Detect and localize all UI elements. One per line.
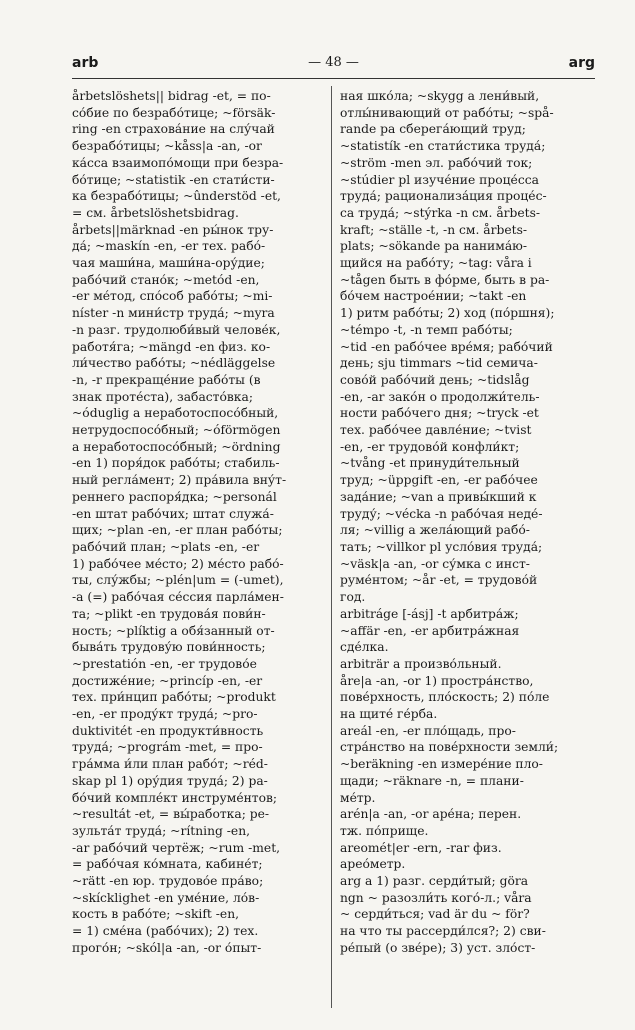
header-left-guide-word: arb: [72, 55, 99, 71]
text-line: ты, слу́жбы; ~plén|um = (-umet),: [72, 573, 284, 588]
text-line: са труда́; ~stýrka -n см. årbets-: [340, 205, 541, 220]
text-line: arg a 1) разг. серди́тый; göra: [340, 874, 529, 889]
text-line: та; ~plikt -en трудова́я пови́н-: [72, 606, 266, 621]
text-line: = 1) сме́на (рабо́чих); 2) тех.: [72, 924, 259, 939]
text-line: ~tvång -et принуди́тельный: [340, 456, 520, 471]
text-line: ~témpo -t, -n темп рабо́ты;: [340, 322, 513, 337]
text-line: щих; ~plan -en, -er план рабо́ты;: [72, 523, 283, 538]
text-line: прого́н; ~skól|a -an, -or о́пыт-: [72, 940, 262, 955]
text-line: -ar рабо́чий чертёж; ~rum -met,: [72, 840, 281, 855]
text-line: работя́га; ~mängd -en физ. ко-: [72, 339, 271, 354]
text-line: ~tid -en рабо́чее вре́мя; рабо́чий: [340, 339, 553, 354]
text-line: ка́сса взаимопо́мощи при безра-: [72, 155, 284, 170]
text-line: рабо́чий план; ~plats -en, -er: [72, 539, 260, 554]
text-line: ли́чество рабо́ты; ~nédläggelse: [72, 356, 276, 371]
text-line: чая маши́на, маши́на-ору́дие;: [72, 256, 265, 271]
text-line: труд; ~üppgift -en, -er рабо́чее: [340, 473, 538, 488]
text-line: ка безрабо́тицы; ~ûnderstöd -et,: [72, 189, 281, 204]
text-line: -en, -er трудово́й конфли́кт;: [340, 439, 520, 454]
text-line: ~rätt -en юр. трудово́е пра́во;: [72, 874, 264, 889]
text-line: щади; ~räknare -n, = плани-: [340, 773, 524, 788]
text-line: ~stúdier pl изуче́ние проце́сса: [340, 172, 539, 187]
text-line: ngn ~ разозли́ть кого́-л.; våra: [340, 890, 532, 905]
text-line: труда́; рационализа́ция проце́с-: [340, 189, 547, 204]
text-line: a неработоспосо́бный; ~ördning: [72, 439, 281, 454]
text-line: areál -en, -er пло́щадь, про-: [340, 723, 516, 738]
text-line: -en штат рабо́чих; штат служа́-: [72, 506, 274, 521]
text-line: ~skícklighet -en уме́ние, ло́в-: [72, 890, 260, 905]
text-line: безрабо́тицы; ~kåss|a -an, -or: [72, 139, 262, 154]
column-divider: [331, 86, 332, 1008]
text-line: rande pa сберега́ющий труд;: [340, 122, 526, 137]
text-line: да́; ~maskín -en, -er тех. рабо́-: [72, 239, 266, 254]
text-line: кость в рабо́те; ~skift -en,: [72, 907, 240, 922]
left-column: [72, 88, 322, 1013]
text-line: årbets||märknad -en ры́нок тру-: [72, 222, 274, 237]
text-line: skap pl 1) ору́дия труда́; 2) ра-: [72, 773, 268, 788]
text-line: ~väsk|a -an, -or су́мка с инст-: [340, 556, 530, 571]
text-line: = рабо́чая ко́мната, кабине́т;: [72, 857, 263, 872]
text-line: plats; ~sökande pa нанима́ю-: [340, 239, 528, 254]
text-line: год.: [340, 590, 366, 605]
text-line: arbitráge [-ásj] -t арбитра́ж;: [340, 606, 519, 621]
text-line: реннего распоря́дка; ~personál: [72, 489, 277, 504]
text-line: ме́тр.: [340, 790, 376, 805]
text-line: гра́мма и́ли план рабо́т; ~réd-: [72, 757, 268, 772]
text-line: 1) ритм рабо́ты; 2) ход (по́ршня);: [340, 306, 555, 321]
text-line: зульта́т труда́; ~rítning -en,: [72, 823, 251, 838]
page-number: — 48 —: [308, 55, 359, 70]
text-line: ре́пый (о зве́ре); 3) уст. зло́ст-: [340, 940, 536, 955]
text-line: ~ серди́ться; vad är du ~ för?: [340, 907, 530, 922]
text-line: årbetslöshets|| bidrag -et, = по-: [72, 89, 271, 103]
text-line: -en, -ar зако́н о продолжи́тель-: [340, 389, 540, 404]
text-line: ~beräkning -en измере́ние пло-: [340, 757, 543, 772]
text-line: åre|a -an, -or 1) простра́нство,: [340, 673, 534, 688]
text-line: бо́чем настрое́нии; ~takt -en: [340, 289, 527, 304]
text-line: тать; ~villkor pl усло́вия труда́;: [340, 539, 543, 554]
text-line: -en, -er проду́кт труда́; ~pro-: [72, 707, 258, 722]
text-line: отлы́нивающий от рабо́ты; ~spå-: [340, 105, 554, 120]
text-line: тех. при́нцип рабо́ты; ~produkt: [72, 690, 276, 705]
text-line: ная шко́ла; ~skygg a лени́вый,: [340, 89, 540, 103]
text-line: труда́; ~prográm -met, = про-: [72, 740, 263, 755]
text-line: ный регла́мент; 2) пра́вила вну́т-: [72, 473, 287, 488]
text-line: быва́ть трудову́ю пови́нность;: [72, 640, 266, 655]
text-line: ~ström -men эл. рабо́чий ток;: [340, 155, 533, 170]
text-line: на что ты рассерди́лся?; 2) сви-: [340, 924, 546, 939]
text-line: 1) рабо́чее ме́сто; 2) ме́сто рабо́-: [72, 556, 284, 571]
text-line: со́бие по безрабо́тице; ~försäk-: [72, 105, 276, 120]
text-line: -n разг. трудолюби́вый челове́к,: [72, 322, 281, 337]
text-line: ~resultát -et, = вы́работка; ре-: [72, 807, 270, 822]
text-line: нетрудоспосо́бный; ~óförmögen: [72, 423, 281, 438]
header-rule: [72, 78, 595, 79]
text-line: бо́чий компле́кт инструме́нтов;: [72, 790, 278, 805]
text-line: стра́нство на пове́рхности земли́;: [340, 740, 559, 755]
text-line: duktivitét -en продукти́вность: [72, 723, 264, 738]
text-line: -n, -r прекраще́ние рабо́ты (в: [72, 372, 261, 387]
header-right-guide-word: arg: [568, 55, 595, 71]
text-line: достиже́ние; ~princíp -en, -er: [72, 673, 263, 688]
right-column: [340, 88, 596, 1013]
text-line: щийся на рабо́ту; ~tag: våra i: [340, 256, 532, 271]
text-line: на щите́ ге́рба.: [340, 707, 438, 722]
text-line: руме́нтом; ~år -et, = трудово́й: [340, 573, 538, 588]
text-line: ~prestatión -en, -er трудово́е: [72, 656, 257, 671]
text-line: тж. по́прище.: [340, 823, 429, 838]
page-header: [72, 55, 595, 77]
text-line: день; sju timmars ~tid семича-: [340, 356, 538, 371]
text-line: пове́рхность, пло́скость; 2) по́ле: [340, 690, 550, 705]
text-line: -a (=) рабо́чая се́ссия парла́мен-: [72, 590, 284, 605]
text-line: ля; ~villig a жела́ющий рабо́-: [340, 523, 530, 538]
text-line: ~tågen быть в фо́рме, быть в ра-: [340, 272, 550, 287]
text-line: ring -en страхова́ние на слу́чай: [72, 122, 275, 137]
text-line: -er ме́тод, спо́соб рабо́ты; ~mi-: [72, 289, 273, 304]
text-line: ности рабо́чего дня; ~tryck -et: [340, 406, 539, 421]
text-line: знак проте́ста), забасто́вка;: [72, 389, 253, 404]
text-line: = см. årbetslöshetsbidrag.: [72, 205, 239, 220]
text-line: рабо́чий стано́к; ~metód -en,: [72, 272, 260, 287]
text-line: -en 1) поря́док рабо́ты; стабиль-: [72, 456, 280, 471]
text-line: kraft; ~ställe -t, -n см. årbets-: [340, 222, 528, 237]
text-line: сово́й рабо́чий день; ~tidslåg: [340, 372, 530, 387]
text-line: ~statistík -en стати́стика труда́;: [340, 139, 546, 154]
text-line: зада́ние; ~van a привы́кший к: [340, 489, 537, 504]
text-line: níster -n мини́стр труда́; ~myra: [72, 306, 275, 321]
text-line: бо́тице; ~statistik -en стати́сти-: [72, 172, 275, 187]
text-line: труду́; ~vécka -n рабо́чая неде́-: [340, 506, 543, 521]
text-line: тех. рабо́чее давле́ние; ~tvist: [340, 423, 532, 438]
text-line: ~affär -en, -er арбитра́жная: [340, 623, 520, 638]
text-line: ность; ~plíktig a обя́занный от-: [72, 623, 275, 638]
text-line: арео́метр.: [340, 857, 406, 872]
text-line: areomét|er -ern, -rar физ.: [340, 840, 502, 855]
text-line: ~óduglig a неработоспосо́бный,: [72, 406, 279, 421]
text-line: arén|a -an, -or аре́на; перен.: [340, 807, 522, 822]
text-line: arbiträr a произво́льный.: [340, 656, 502, 671]
text-line: сде́лка.: [340, 640, 389, 655]
